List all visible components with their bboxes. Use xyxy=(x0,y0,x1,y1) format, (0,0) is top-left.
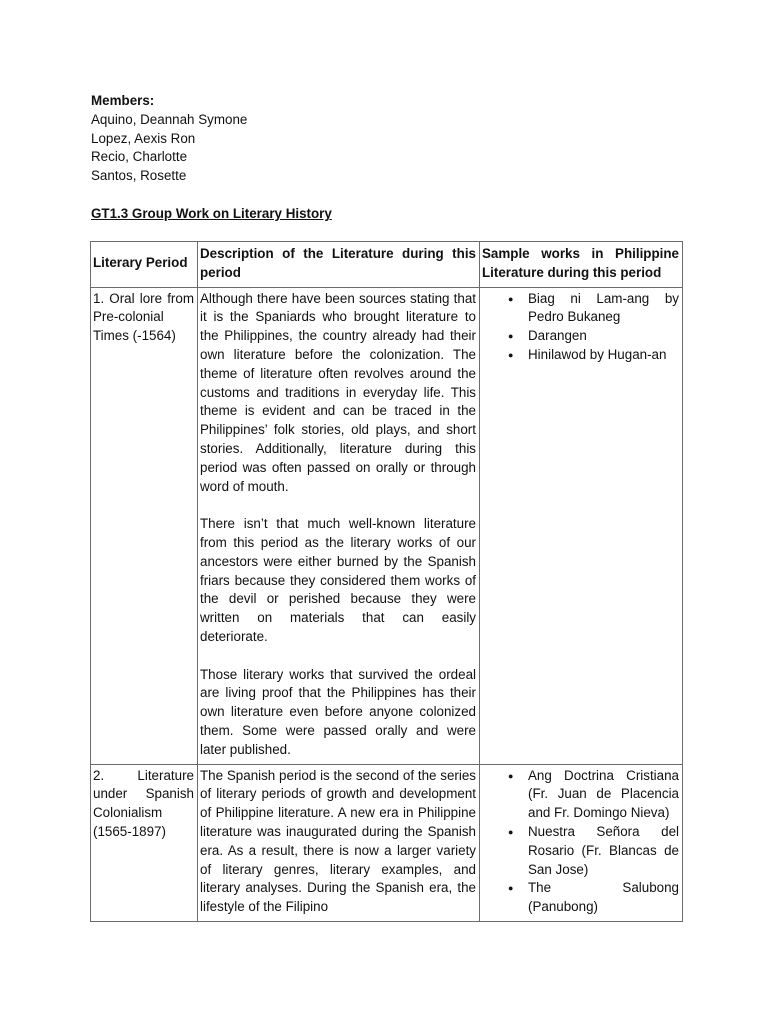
member-name: Aquino, Deannah Symone xyxy=(91,111,248,127)
list-item: ● Biag ni Lam-ang by Pedro Bukaneg xyxy=(482,290,679,328)
header-literary-period: Literary Period xyxy=(91,242,198,288)
header-sample-works: Sample works in Philippine Literature during this period xyxy=(480,242,683,288)
member-name: Santos, Rosette xyxy=(91,168,187,184)
members-block xyxy=(91,92,247,186)
description-paragraph: Those literary works that survived the ordeal are living proof that the Philippines has their own literature even before anyone colonized them. Some were passed orally and were later published. xyxy=(200,666,476,757)
table-row xyxy=(91,764,683,921)
works-cell xyxy=(480,764,683,921)
table-header-row xyxy=(91,242,683,288)
members-label: Members: xyxy=(91,93,155,108)
works-list xyxy=(482,290,679,365)
list-item: ● Hinilawod by Hugan-an xyxy=(482,346,679,365)
works-list xyxy=(482,767,679,917)
description-cell xyxy=(198,287,480,764)
literary-history-table xyxy=(90,241,683,922)
table-row xyxy=(91,287,683,764)
period-cell: 2. Literature under Spanish Colonialism (1565-1897) xyxy=(91,764,198,921)
works-cell xyxy=(480,287,683,764)
header-description: Description of the Literature during this period xyxy=(198,242,480,288)
description-paragraph: The Spanish period is the second of the series of literary periods of growth and development of Philippine literature. A new era in Philippine literature was inaugurated during the Spanish era. As a result, there is now a larger variety of literary genres, literary examples, and literary analyses. During the Spanish era, the lifestyle of the Filipino xyxy=(200,767,476,915)
document-heading: GT1.3 Group Work on Literary History xyxy=(91,206,332,221)
list-item: ● Nuestra Señora del Rosario (Fr. Blancas de San Jose) xyxy=(482,823,679,879)
list-item: ● The Salubong (Panubong) xyxy=(482,879,679,917)
description-cell xyxy=(198,764,480,921)
description-paragraph: Although there have been sources stating that it is the Spaniards who brought literature to the Philippines, the country already had their own literature before the colonization. The theme of literature often revolves around the customs and traditions in everyday life. This theme is evident and can be traced in the Philippines’ folk stories, old plays, and short stories. Additionally, literature during this period was often passed on orally or through word of mouth. xyxy=(200,290,476,494)
period-cell: 1. Oral lore from Pre-colonial Times (-1564) xyxy=(91,287,198,764)
list-item: ● Darangen xyxy=(482,327,679,346)
member-name: Lopez, Aexis Ron xyxy=(91,130,196,146)
member-name: Recio, Charlotte xyxy=(91,149,188,165)
list-item: ● Ang Doctrina Cristiana (Fr. Juan de Placencia and Fr. Domingo Nieva) xyxy=(482,767,679,823)
description-paragraph: There isn’t that much well-known literature from this period as the literary works of our ancestors were either burned by the Spanish friars because they considered them works of the devil or perished because they were written on materials that can easily deteriorate. xyxy=(200,516,476,644)
